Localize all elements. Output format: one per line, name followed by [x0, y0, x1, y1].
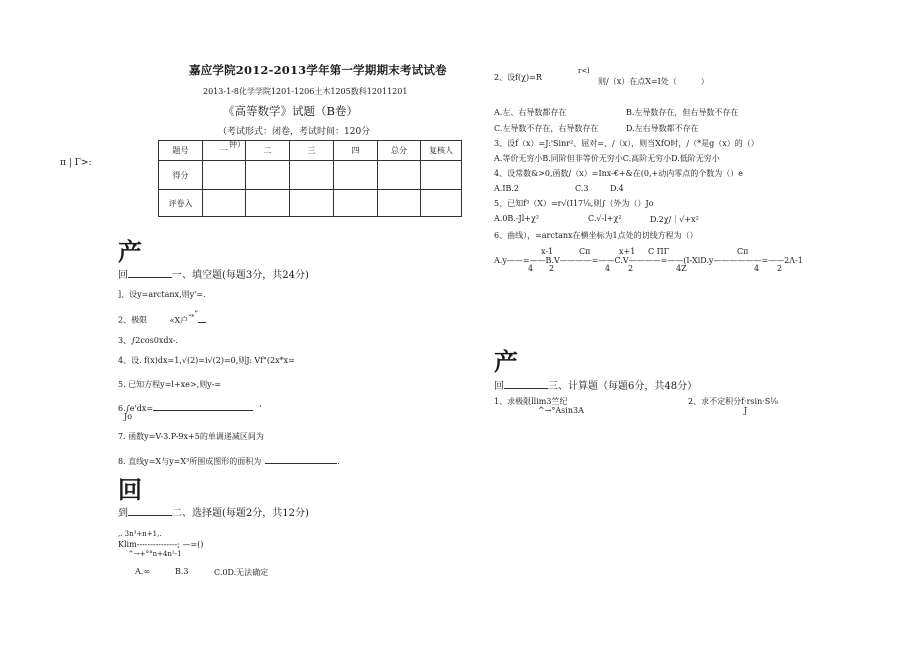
mc-q6-num-a: x-1	[541, 247, 554, 256]
grader-cell[interactable]	[203, 190, 246, 217]
mc-q4-opt-c: C.3	[575, 184, 589, 193]
fill-q2-top: ”	[194, 309, 198, 318]
fill-q6-lower: Jo	[124, 412, 133, 421]
section2-title: 二、选择题(每题2分，共12分)	[172, 508, 309, 519]
grader-cell[interactable]	[378, 190, 421, 217]
mc-q2-text: 2、设f(χ)=R	[494, 73, 542, 82]
score-table-header-row	[159, 141, 462, 161]
mc-q4-opt-d: D.4	[610, 184, 624, 193]
margin-mark: π | Γ>:	[60, 158, 92, 168]
mc-q6-den-f: 4	[754, 264, 760, 273]
mc-q1-opt-a: A.∞	[135, 567, 150, 576]
grader-cell[interactable]	[421, 190, 462, 217]
mc-q3-opts: A.等价无穷小B.同阶但非等价无穷小C.高阶无穷小D.低阶无穷小	[494, 154, 720, 163]
score-blank[interactable]	[128, 268, 172, 278]
mc-q2-opt-a: A.左、右导数都存在	[494, 108, 567, 117]
mc-q1-line3: ^→+°°n+4n²-1	[128, 550, 182, 558]
header-cell: 四	[334, 141, 378, 161]
fill-q2	[118, 309, 206, 326]
calc-q2-lower: J	[744, 406, 748, 415]
mc-q6-options: A.y——=——B.V————=——C.V————=——(I-XiD.y——————=——2Λ-1	[494, 256, 803, 265]
score-cell[interactable]	[334, 161, 378, 190]
fill-q8-text: 8. 直线y=X与y=X³所围成图形的面积为	[118, 457, 262, 466]
exam-meta: 2013-1-8化学学院1201-1206土木1205数科12011201	[203, 87, 408, 96]
header-cell: 二	[246, 141, 290, 161]
mc-q1-opt-cd: C.0D.无法确定	[214, 568, 269, 577]
mc-q6: 6、曲线），=arctanx在横坐标为1点处的切线方程为（）	[494, 231, 698, 240]
calc-q1: 1、求极限llim3竺纪	[494, 397, 568, 406]
mc-q6-den-d: 2	[628, 264, 634, 273]
grader-row	[159, 190, 462, 217]
mc-q2-tail: 则/（x）在点X=I处（ ）	[598, 77, 709, 86]
score-cell[interactable]	[378, 161, 421, 190]
fill-q2-expr: «X户	[169, 315, 189, 325]
fill-q6	[118, 402, 262, 413]
header-cell: 三	[290, 141, 334, 161]
mc-q6-num-c: x+1	[619, 247, 636, 256]
score-cell[interactable]	[246, 161, 290, 190]
grader-cell[interactable]	[290, 190, 334, 217]
mc-q6-den-g: 2	[777, 264, 783, 273]
fill-q8-tail: .	[337, 457, 340, 466]
grade-glyph-2: 回	[118, 475, 142, 504]
fill-q6-tail: ‘	[259, 404, 262, 413]
mc-q1-line2: Klim---------------; —=()	[118, 540, 204, 549]
fill-q6-text: 6.∫e'dx=	[118, 404, 154, 413]
exam-name: 《高等数学》试题（B卷）	[223, 104, 358, 118]
grade-glyph-3: 产	[494, 347, 518, 376]
score-cell[interactable]	[290, 161, 334, 190]
section2-prefix: 到	[118, 508, 128, 519]
calc-q2: 2、求不定积分f·rsin·S⅛	[688, 397, 779, 406]
mc-q5-opt-ab: A.0B.-Jl+χ²	[494, 214, 540, 223]
row-label: 评卷入	[159, 190, 203, 217]
grader-cell[interactable]	[246, 190, 290, 217]
fill-q5: 5. 已知方程y=l+xe>,则y-=	[118, 380, 222, 389]
mc-q1-line1: ,. 3n³+n+1,.	[118, 530, 162, 538]
mc-q6-num-e: Cπ	[737, 247, 749, 256]
fill-q2-sup: “*	[188, 314, 195, 321]
fill-q3: 3、∫2cos0xdx-.	[118, 336, 179, 345]
header-cell: 题号	[159, 141, 203, 161]
mc-q2-opt-b: B.左导数存在，但右导数不存在	[626, 108, 739, 117]
fill-q1: ]、设y=arctanx,则y'=.	[118, 290, 206, 299]
section3-heading	[494, 377, 697, 392]
score-table	[158, 140, 462, 217]
mc-q2-opt-d: D.左右导数都不存在	[626, 124, 699, 133]
mc-q3: 3、设f（x）=J:'Sinr²、屈对=、/（x），则当XfO时，/（*是g（x）的（）	[494, 139, 759, 148]
score-row	[159, 161, 462, 190]
mc-q5-opt-d: D.2χ/｜√+x²	[650, 215, 699, 224]
score-cell[interactable]	[203, 161, 246, 190]
mc-q6-num-b: Cπ	[579, 247, 591, 256]
mc-q1-opt-b: B.3	[175, 567, 189, 576]
header-cell: 复核人	[421, 141, 462, 161]
mc-q6-den-b: 2	[549, 264, 555, 273]
section1-heading	[118, 266, 309, 281]
mc-q2	[494, 72, 542, 83]
section3-prefix: 回	[494, 381, 504, 392]
fill-q2-answer-line[interactable]	[198, 322, 206, 323]
section1-prefix: 回	[118, 270, 128, 281]
grader-cell[interactable]	[334, 190, 378, 217]
mc-q5: 5、已知f³（X）=r√(I17⅛,则∫（外为（）Jo	[494, 199, 654, 208]
mc-q6-den-a: 4	[528, 264, 534, 273]
mc-q6-den-e: 4Z	[676, 264, 687, 273]
mc-q4: 4、设常数&>0,函数/（x）=Inx-€+&在(0,+动内零点的个数为（）e	[494, 169, 743, 178]
grade-glyph-1: 产	[118, 237, 142, 266]
calc-q1-lower: ^→°Asin3A	[538, 406, 584, 415]
exam-form-tail: 钟）	[229, 140, 245, 149]
header-cell: 一	[203, 141, 246, 161]
fill-q6-answer-line[interactable]	[153, 402, 253, 411]
section3-title: 三、计算题（每题6分，共48分）	[548, 381, 698, 392]
header-cell: 总分	[378, 141, 421, 161]
fill-q2-text: 2、极限	[118, 315, 148, 325]
mc-q6-num-d: C ΠΓ	[648, 247, 670, 256]
score-blank[interactable]	[128, 506, 172, 516]
exam-title: 嘉应学院2012-2013学年第一学期期末考试试卷	[189, 63, 447, 77]
fill-q8-answer-line[interactable]	[265, 455, 337, 464]
mc-q4-opt-ab: A.IB.2	[494, 184, 519, 193]
section1-title: 一、填空题(每题3分，共24分)	[172, 270, 309, 281]
score-blank[interactable]	[504, 379, 548, 389]
mc-q2-sup: r<l	[578, 67, 590, 75]
exam-form: （考试形式：闭卷，考试时间：120分	[218, 127, 371, 137]
mc-q6-den-c: 4	[605, 264, 611, 273]
mc-q2-opt-c: C.左导数不存在，右导数存在	[494, 124, 599, 133]
score-cell[interactable]	[421, 161, 462, 190]
section2-heading	[118, 504, 309, 519]
mc-q5-opt-c: C.√-l+χ²	[588, 214, 622, 223]
row-label: 得分	[159, 161, 203, 190]
fill-q4: 4、设. f(x)dx=1,√(2)=i√(2)=0,则J: Vf"(2x*x=	[118, 356, 295, 365]
fill-q8	[118, 455, 340, 467]
fill-q7: 7. 函数y=V-3.P-9x+5的单调递减区间为	[118, 432, 264, 441]
